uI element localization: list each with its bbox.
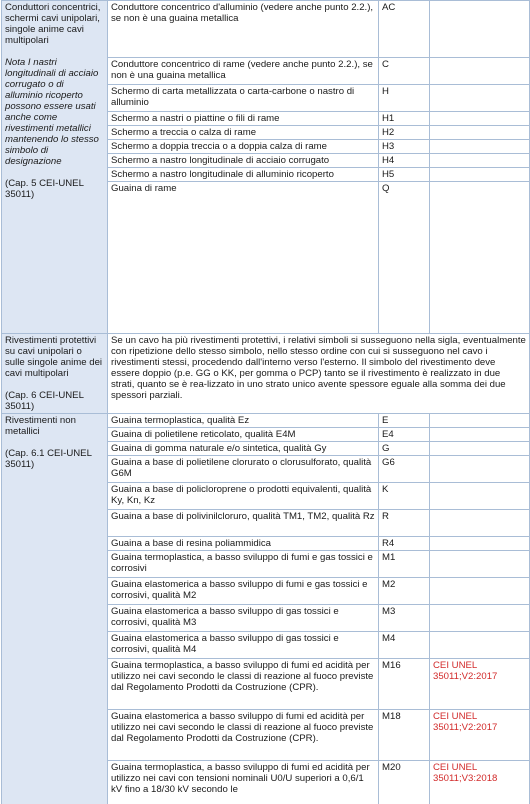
symbol-cell: H3 [379,140,430,154]
section-label-cell [2,414,108,804]
reference-cell [430,632,530,659]
reference-cell [430,537,530,551]
symbol-cell: G [379,442,430,456]
reference-cell [430,154,530,168]
description-cell: Conduttore concentrico di rame (vedere anche punto 2.2.), se non è una guaina metallica [108,58,379,85]
reference-cell [430,414,530,428]
description-cell: Schermo a nastro longitudinale di acciaio corrugato [108,154,379,168]
description-cell: Guaina di rame [108,182,379,334]
symbol-cell: M18 [379,710,430,761]
symbol-cell: C [379,58,430,85]
symbol-cell: G6 [379,456,430,483]
section-heading: Rivestimenti protettivi su cavi unipolari o sulle singole anime dei cavi multipolari [5,335,103,379]
designation-table [1,0,530,804]
section-note: Nota I nastri longitudinali di acciaio corrugato o di alluminio ricoperto possono essere usati anche come rivestimenti metallici mantenendo lo stesso simbolo di designazione [5,57,99,167]
symbol-cell: M3 [379,605,430,632]
section-reference: (Cap. 6.1 CEI-UNEL 35011) [5,448,92,470]
symbol-cell: M20 [379,761,430,804]
reference-cell [430,442,530,456]
description-cell: Guaina termoplastica, qualità Ez [108,414,379,428]
description-cell: Guaina elastomerica a basso sviluppo di fumi ed acidità per utilizzo nei cavi secondo le classi di reazione al fuoco previste dal Regolamento Prodotti da Costruzione (CPR). [108,710,379,761]
reference-cell [430,578,530,605]
symbol-cell: E [379,414,430,428]
reference-cell [430,551,530,578]
reference-cell: CEI UNEL 35011;V2:2017 [430,659,530,710]
symbol-cell: R [379,510,430,537]
reference-cell [430,510,530,537]
reference-cell: CEI UNEL 35011;V3:2018 [430,761,530,804]
description-cell: Schermo a doppia treccia o a doppia calza di rame [108,140,379,154]
section-label-cell [2,1,108,334]
reference-cell [430,126,530,140]
reference-cell [430,605,530,632]
symbol-cell: H2 [379,126,430,140]
description-cell: Guaina di polietilene reticolato, qualità E4M [108,428,379,442]
symbol-cell: H [379,85,430,112]
description-cell: Guaina termoplastica, a basso sviluppo di fumi e gas tossici e corrosivi [108,551,379,578]
section-reference: (Cap. 6 CEI-UNEL 35011) [5,390,84,412]
table-row [2,334,530,414]
description-cell: Guaina a base di policloroprene o prodotti equivalenti, qualità Ky, Kn, Kz [108,483,379,510]
description-cell: Guaina di gomma naturale e/o sintetica, qualità Gy [108,442,379,456]
reference-cell [430,85,530,112]
description-cell: Schermo di carta metallizzata o carta-carbone o nastro di alluminio [108,85,379,112]
symbol-cell: AC [379,1,430,58]
reference-cell [430,168,530,182]
section-heading: Rivestimenti non metallici [5,415,76,437]
description-cell: Conduttore concentrico d'alluminio (vedere anche punto 2.2.), se non è una guaina metallica [108,1,379,58]
description-cell: Guaina termoplastica, a basso sviluppo di fumi ed acidità per utilizzo nei cavi secondo le classi di reazione al fuoco previste dal Regolamento Prodotti da Costruzione (CPR). [108,659,379,710]
description-cell: Guaina elastomerica a basso sviluppo di gas tossici e corrosivi, qualità M3 [108,605,379,632]
description-cell: Guaina elastomerica a basso sviluppo di fumi e gas tossici e corrosivi, qualità M2 [108,578,379,605]
description-cell: Guaina a base di polietilene clorurato o clorusulforato, qualità G6M [108,456,379,483]
reference-cell [430,58,530,85]
description-cell: Guaina a base di resina poliammidica [108,537,379,551]
section-label-cell [2,334,108,414]
description-cell: Schermo a treccia o calza di rame [108,126,379,140]
symbol-cell: E4 [379,428,430,442]
symbol-cell: M16 [379,659,430,710]
section-heading: Conduttori concentrici, schermi cavi unipolari, singole anime cavi multipolari [5,2,101,46]
symbol-cell: H4 [379,154,430,168]
table-row [2,414,530,428]
symbol-cell: H5 [379,168,430,182]
reference-cell [430,456,530,483]
symbol-cell: M4 [379,632,430,659]
symbol-cell: M2 [379,578,430,605]
symbol-cell: K [379,483,430,510]
reference-cell [430,182,530,334]
reference-cell [430,428,530,442]
symbol-cell: M1 [379,551,430,578]
reference-cell: CEI UNEL 35011;V2:2017 [430,710,530,761]
description-cell: Guaina termoplastica, a basso sviluppo di fumi ed acidità per utilizzo nei cavi con tensioni nominali U0/U superiori a 0,6/1 kV fino a 18/30 kV secondo le [108,761,379,804]
reference-cell [430,1,530,58]
section-reference: (Cap. 5 CEI-UNEL 35011) [5,178,84,200]
description-cell: Guaina elastomerica a basso sviluppo di gas tossici e corrosivi, qualità M4 [108,632,379,659]
reference-cell [430,483,530,510]
description-cell: Schermo a nastro longitudinale di alluminio ricoperto [108,168,379,182]
description-cell: Guaina a base di polivinilcloruro, qualità TM1, TM2, qualità Rz [108,510,379,537]
symbol-cell: H1 [379,112,430,126]
table-row [2,1,530,58]
reference-cell [430,140,530,154]
description-cell: Schermo a nastri o piattine o fili di rame [108,112,379,126]
reference-cell [430,112,530,126]
section-text-cell: Se un cavo ha più rivestimenti protettivi, i relativi simboli si susseguono nella sigla, eventualmente con ripetizione dello stesso simbolo, nello stesso ordine con cui si susseguono nel cavo i rivestimenti stessi, procedendo dall'interno verso l'esterno. Il simbolo del rivestimento deve essere doppio (p.e. GG o KK, per gomma o PCP) tanto se il rivestimento è realizzato in due strati, quanto se è rea-lizzato in uno strato unico avente spessore eguale alla somma dei due spessori parziali. [108,334,530,414]
symbol-cell: R4 [379,537,430,551]
symbol-cell: Q [379,182,430,334]
